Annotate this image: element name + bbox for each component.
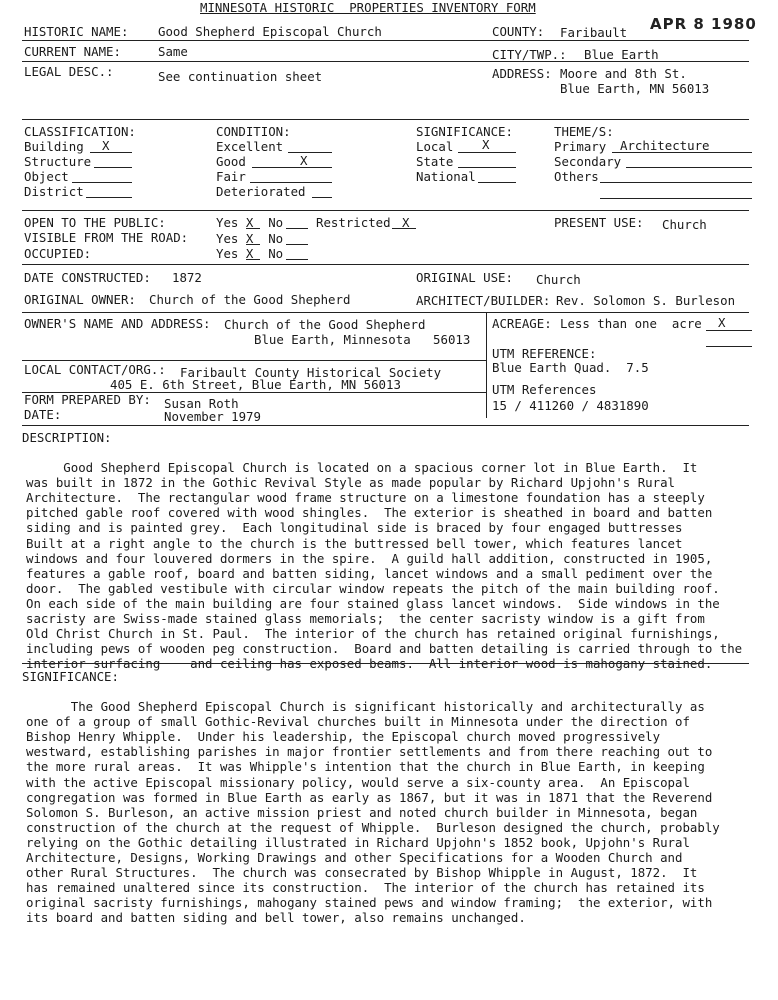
open-to-public-value: Yes X No <box>216 215 284 230</box>
restricted-label: Restricted <box>316 215 391 230</box>
significance-line: The Good Shepherd Episcopal Church is significant historically and architecturally as <box>26 699 705 715</box>
primary-theme-value: Architecture <box>620 138 710 153</box>
primary-label: Primary <box>554 139 607 154</box>
significance-line: its board and batten siding and bell tower, also remains unchanged. <box>26 910 526 926</box>
architect-builder-label: ARCHITECT/BUILDER: <box>416 293 551 308</box>
description-line: Good Shepherd Episcopal Church is located on a spacious corner lot in Blue Earth. It <box>26 460 698 476</box>
owner-label: OWNER'S NAME AND ADDRESS: <box>24 316 211 331</box>
current-name-value: Same <box>158 44 188 59</box>
utm-quad: Blue Earth Quad. 7.5 <box>492 360 649 375</box>
form-title: MINNESOTA HISTORIC PROPERTIES INVENTORY FORM <box>200 0 536 15</box>
county-value: Faribault <box>560 25 628 40</box>
description-line: Architecture. The rectangular wood frame structure on a limestone foundation has a steeply <box>26 490 705 506</box>
secondary-label: Secondary <box>554 154 622 169</box>
fair-label: Fair <box>216 169 246 184</box>
significance-line: construction of the church at the request of Whipple. Burleson designed the church, probably <box>26 819 720 835</box>
city-label: CITY/TWP.: <box>492 47 567 62</box>
description-line: siding and is painted grey. Each longitudinal side is braced by four engaged buttresses <box>26 520 683 536</box>
description-line: windows and four louvered dormers in the spire. A guild hall addition, constructed in 1905, <box>26 550 713 566</box>
visible-from-road-label: VISIBLE FROM THE ROAD: <box>24 230 189 245</box>
acreage-label: ACREAGE: <box>492 316 552 331</box>
excellent-label: Excellent <box>216 139 284 154</box>
legal-desc-label: LEGAL DESC.: <box>24 64 114 79</box>
local-label: Local <box>416 139 454 154</box>
description-body <box>26 445 766 687</box>
present-use-label: PRESENT USE: <box>554 215 644 230</box>
significance-line: Bishop Henry Whipple. Under his leadership, the Episcopal church moved progressively <box>26 729 661 745</box>
original-use-value: Church <box>536 272 581 287</box>
significance-line: other Rural Structures. The church was consecrated by Bishop Whipple in August, 1872. It <box>26 865 698 881</box>
description-line: features a gable roof, board and batten siding, lancet windows and a small pediment over the <box>26 565 713 581</box>
classification-label: CLASSIFICATION: <box>24 124 136 139</box>
city-value: Blue Earth <box>584 47 659 62</box>
form-prepared-by-label: FORM PREPARED BY: <box>24 392 151 407</box>
local-mark: X <box>482 137 490 152</box>
owner-line-1: Church of the Good Shepherd <box>224 317 426 332</box>
date-constructed-label: DATE CONSTRUCTED: <box>24 270 151 285</box>
date-constructed-value: 1872 <box>172 270 202 285</box>
significance-line: relying on the Gothic detailing illustrated in Richard Upjohn's 1852 book, Upjohn's Rural <box>26 834 690 850</box>
current-name-label: CURRENT NAME: <box>24 44 121 59</box>
form-prepared-by-value: Susan Roth <box>164 396 239 411</box>
others-label: Others <box>554 169 599 184</box>
themes-label: THEME/S: <box>554 124 614 139</box>
historic-name-label: HISTORIC NAME: <box>24 24 129 39</box>
present-use-value: Church <box>662 217 707 232</box>
significance-line: the more rural areas. It was Whipple's intention that the church in Blue Earth, in keeping <box>26 759 705 775</box>
description-line: pitched gable roof covered with wood shingles. The exterior is sheathed in board and batten <box>26 505 713 521</box>
utm-references-label: UTM References <box>492 382 597 397</box>
significance-line: congregation was formed in Blue Earth as early as 1867, but it was in 1871 that the Reverend <box>26 789 713 805</box>
rule <box>22 360 486 361</box>
significance-line: Solomon S. Burleson, an active mission priest and noted church builder in Minnesota, began <box>26 804 698 820</box>
description-line: sacristy are Swiss-made stained glass memorials; the center sacristy window is a gift from <box>26 611 705 627</box>
column-divider <box>486 312 487 418</box>
received-date-stamp: APR 8 1980 <box>650 15 757 33</box>
county-label: COUNTY: <box>492 24 545 39</box>
original-owner-value: Church of the Good Shepherd <box>149 292 351 307</box>
original-use-label: ORIGINAL USE: <box>416 270 513 285</box>
address-line-2: Blue Earth, MN 56013 <box>560 81 710 96</box>
rule <box>22 663 749 664</box>
significance-label: SIGNIFICANCE: <box>22 669 119 684</box>
description-line: interior surfacing and ceiling has exposed beams. All interior wood is mahogany stained. <box>26 656 713 672</box>
rule <box>22 61 749 62</box>
open-to-public-label: OPEN TO THE PUBLIC: <box>24 215 166 230</box>
legal-desc-value: See continuation sheet <box>158 69 323 84</box>
form-date-value: November 1979 <box>164 409 261 424</box>
state-label: State <box>416 154 454 169</box>
structure-label: Structure <box>24 154 92 169</box>
description-line: On each side of the main building are four stained glass lancet windows. Side windows in the <box>26 595 720 611</box>
local-contact-address: 405 E. 6th Street, Blue Earth, MN 56013 <box>110 377 401 392</box>
rule <box>22 210 749 211</box>
good-label: Good <box>216 154 246 169</box>
local-contact-label: LOCAL CONTACT/ORG.: <box>24 362 166 377</box>
rule <box>22 425 749 426</box>
architect-builder-value: Rev. Solomon S. Burleson <box>556 293 736 308</box>
address-label: ADDRESS: <box>492 66 552 81</box>
original-owner-label: ORIGINAL OWNER: <box>24 292 136 307</box>
description-line: including pews of wooden peg construction. Board and batten detailing is carried through to the <box>26 641 743 657</box>
description-line: door. The gabled vestibule with circular window repeats the pitch of the main building roof. <box>26 580 720 596</box>
occupied-value: Yes X No <box>216 246 284 261</box>
national-label: National <box>416 169 476 184</box>
significance-line: westward, establishing parishes in major frontier settlements and from there reaching out to <box>26 744 713 760</box>
owner-line-2: Blue Earth, Minnesota 56013 <box>254 332 471 347</box>
rule <box>22 119 749 120</box>
significance-line: Architecture, Designs, Working Drawings and other Specifications for a Wooden Church and <box>26 850 683 866</box>
acreage-value: Less than one acre <box>560 316 702 331</box>
description-label: DESCRIPTION: <box>22 430 112 445</box>
description-line: Built at a right angle to the church is the buttressed bell tower, which features lancet <box>26 535 683 551</box>
address-line-1: Moore and 8th St. <box>560 66 687 81</box>
object-label: Object <box>24 169 69 184</box>
building-label: Building <box>24 139 84 154</box>
significance-line: original sacristy furnishings, mahogany stained pews and window framing; the exterior, with <box>26 895 713 911</box>
visible-from-road-value: Yes X No <box>216 231 284 246</box>
rule <box>22 264 749 265</box>
occupied-label: OCCUPIED: <box>24 246 92 261</box>
significance-level-label: SIGNIFICANCE: <box>416 124 513 139</box>
significance-line: with the active Episcopal missionary policy, would serve a six-county area. An Episcopal <box>26 774 690 790</box>
rule <box>22 312 749 313</box>
description-line: Old Christ Church in St. Paul. The interior of the church has retained original furnishings, <box>26 626 720 642</box>
form-date-label: DATE: <box>24 407 62 422</box>
description-line: was built in 1872 in the Gothic Revival Style as made popular by Richard Upjohn's Rural <box>26 475 676 491</box>
significance-line: one of a group of small Gothic-Revival churches built in Minnesota under the direction of <box>26 714 690 730</box>
utm-reference-label: UTM REFERENCE: <box>492 346 597 361</box>
good-mark: X <box>300 153 308 168</box>
building-mark: X <box>102 138 110 153</box>
acreage-mark: X <box>718 315 726 330</box>
significance-line: has remained unaltered since its construction. The interior of the church has retained its <box>26 880 705 896</box>
utm-references-value: 15 / 411260 / 4831890 <box>492 398 649 413</box>
historic-name-value: Good Shepherd Episcopal Church <box>158 24 382 39</box>
local-contact-org: Faribault County Historical Society <box>180 365 442 380</box>
restricted-mark: X <box>402 215 410 230</box>
rule <box>22 40 749 41</box>
condition-label: CONDITION: <box>216 124 291 139</box>
district-label: District <box>24 184 84 199</box>
deteriorated-label: Deteriorated <box>216 184 306 199</box>
significance-body <box>26 684 766 941</box>
